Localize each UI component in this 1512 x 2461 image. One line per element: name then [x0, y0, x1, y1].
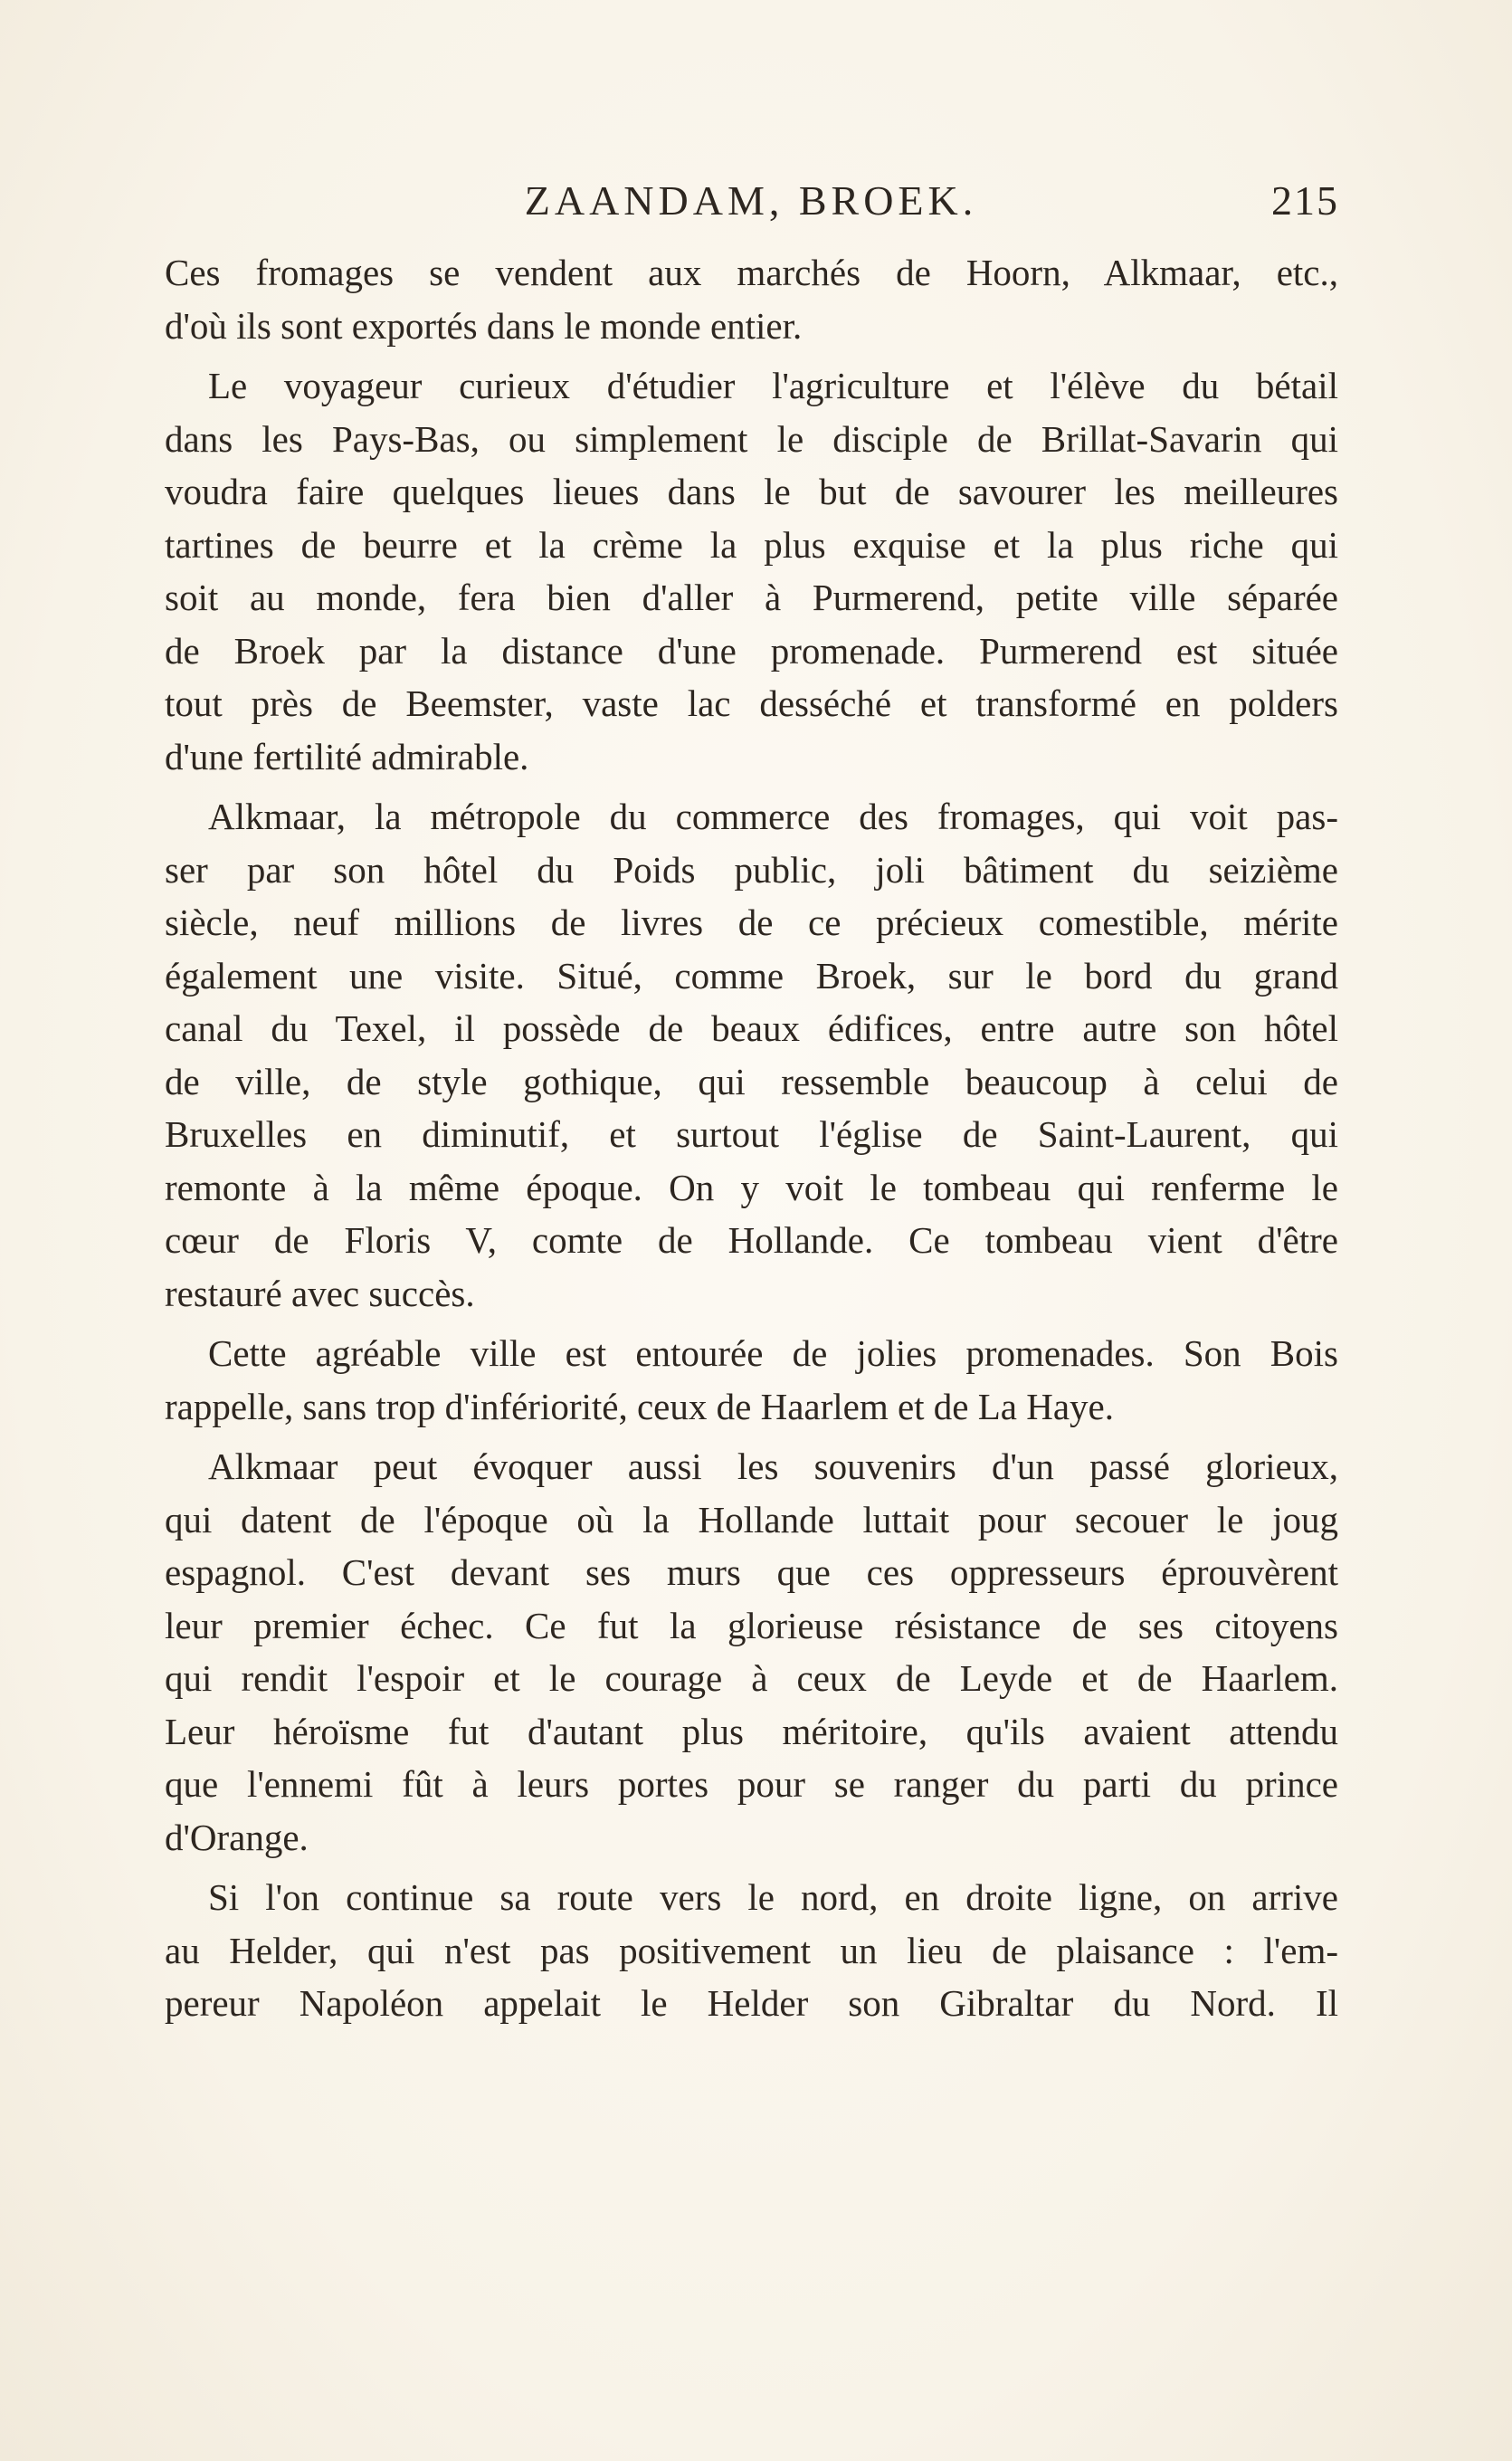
text-line: remonte à la même époque. On y voit le tombeau qui renferme le [165, 1166, 1338, 1208]
paragraph [165, 1871, 1338, 2030]
text-line: pereur Napoléon appelait le Helder son Gibraltar du Nord. Il [165, 1982, 1338, 2024]
text-line: tout près de Beemster, vaste lac desséché et transformé en polders [165, 682, 1338, 724]
text-line: qui rendit l'espoir et le courage à ceux de Leyde et de Haarlem. [165, 1657, 1338, 1699]
text-line: de ville, de style gothique, qui ressemble beaucoup à celui de [165, 1060, 1338, 1102]
text-line: rappelle, sans trop d'infériorité, ceux de Haarlem et de La Haye. [165, 1385, 1115, 1427]
text-line: dans les Pays-Bas, ou simplement le disciple de Brillat-Savarin qui [165, 417, 1338, 460]
text-line: Bruxelles en diminutif, et surtout l'église de Saint-Laurent, qui [165, 1113, 1338, 1155]
text-line: restauré avec succès. [165, 1272, 475, 1314]
text-line: cœur de Floris V, comte de Hollande. Ce tombeau vient d'être [165, 1219, 1338, 1261]
text-line: tartines de beurre et la crème la plus exquise et la plus riche qui [165, 523, 1338, 566]
running-head [163, 174, 1339, 228]
text-line: Leur héroïsme fut d'autant plus méritoire, qu'ils avaient attendu [165, 1710, 1338, 1752]
text-line: canal du Texel, il possède de beaux édifices, entre autre son hôtel [165, 1007, 1338, 1049]
running-title: ZAANDAM, BROEK. [524, 177, 978, 224]
text-line: Alkmaar, la métropole du commerce des fromages, qui voit pas- [208, 796, 1338, 837]
text-line: siècle, neuf millions de livres de ce précieux comestible, mérite [165, 901, 1338, 943]
text-line: Si l'on continue sa route vers le nord, en droite ligne, on arrive [208, 1876, 1338, 1918]
text-line: leur premier échec. Ce fut la glorieuse résistance de ses citoyens [165, 1604, 1338, 1646]
text-line: que l'ennemi fût à leurs portes pour se ranger du parti du prince [165, 1763, 1338, 1805]
text-line: voudra faire quelques lieues dans le but de savourer les meilleures [165, 471, 1338, 512]
text-line: Cette agréable ville est entourée de jolies promenades. Son Bois [208, 1332, 1338, 1374]
paragraph [165, 246, 1338, 352]
text-line: qui datent de l'époque où la Hollande luttait pour secouer le joug [165, 1498, 1338, 1541]
text-line: d'où ils sont exportés dans le monde entier. [165, 304, 803, 347]
paragraph [165, 1440, 1338, 1864]
paragraph [165, 1327, 1338, 1433]
text-line: de Broek par la distance d'une promenade. Purmerend est située [165, 629, 1338, 672]
text-line: ser par son hôtel du Poids public, joli bâtiment du seizième [165, 848, 1338, 891]
text-line: d'une fertilité admirable. [165, 735, 529, 777]
text-line: espagnol. C'est devant ses murs que ces oppresseurs éprouvèrent [165, 1551, 1338, 1593]
page-number: 215 [1271, 177, 1339, 224]
text-line: soit au monde, fera bien d'aller à Purmerend, petite ville séparée [165, 577, 1338, 618]
body-text [165, 246, 1338, 2037]
text-line: d'Orange. [165, 1816, 309, 1858]
text-line: Le voyageur curieux d'étudier l'agriculture et l'élève du bétail [208, 365, 1338, 406]
text-line: également une visite. Situé, comme Broek, sur le bord du grand [165, 954, 1338, 997]
text-line: au Helder, qui n'est pas positivement un lieu de plaisance : l'em- [165, 1929, 1338, 1971]
text-line: Ces fromages se vendent aux marchés de Hoorn, Alkmaar, etc., [165, 252, 1338, 293]
paragraph [165, 359, 1338, 783]
paragraph [165, 790, 1338, 1320]
text-line: Alkmaar peut évoquer aussi les souvenirs d'un passé glorieux, [208, 1445, 1338, 1487]
